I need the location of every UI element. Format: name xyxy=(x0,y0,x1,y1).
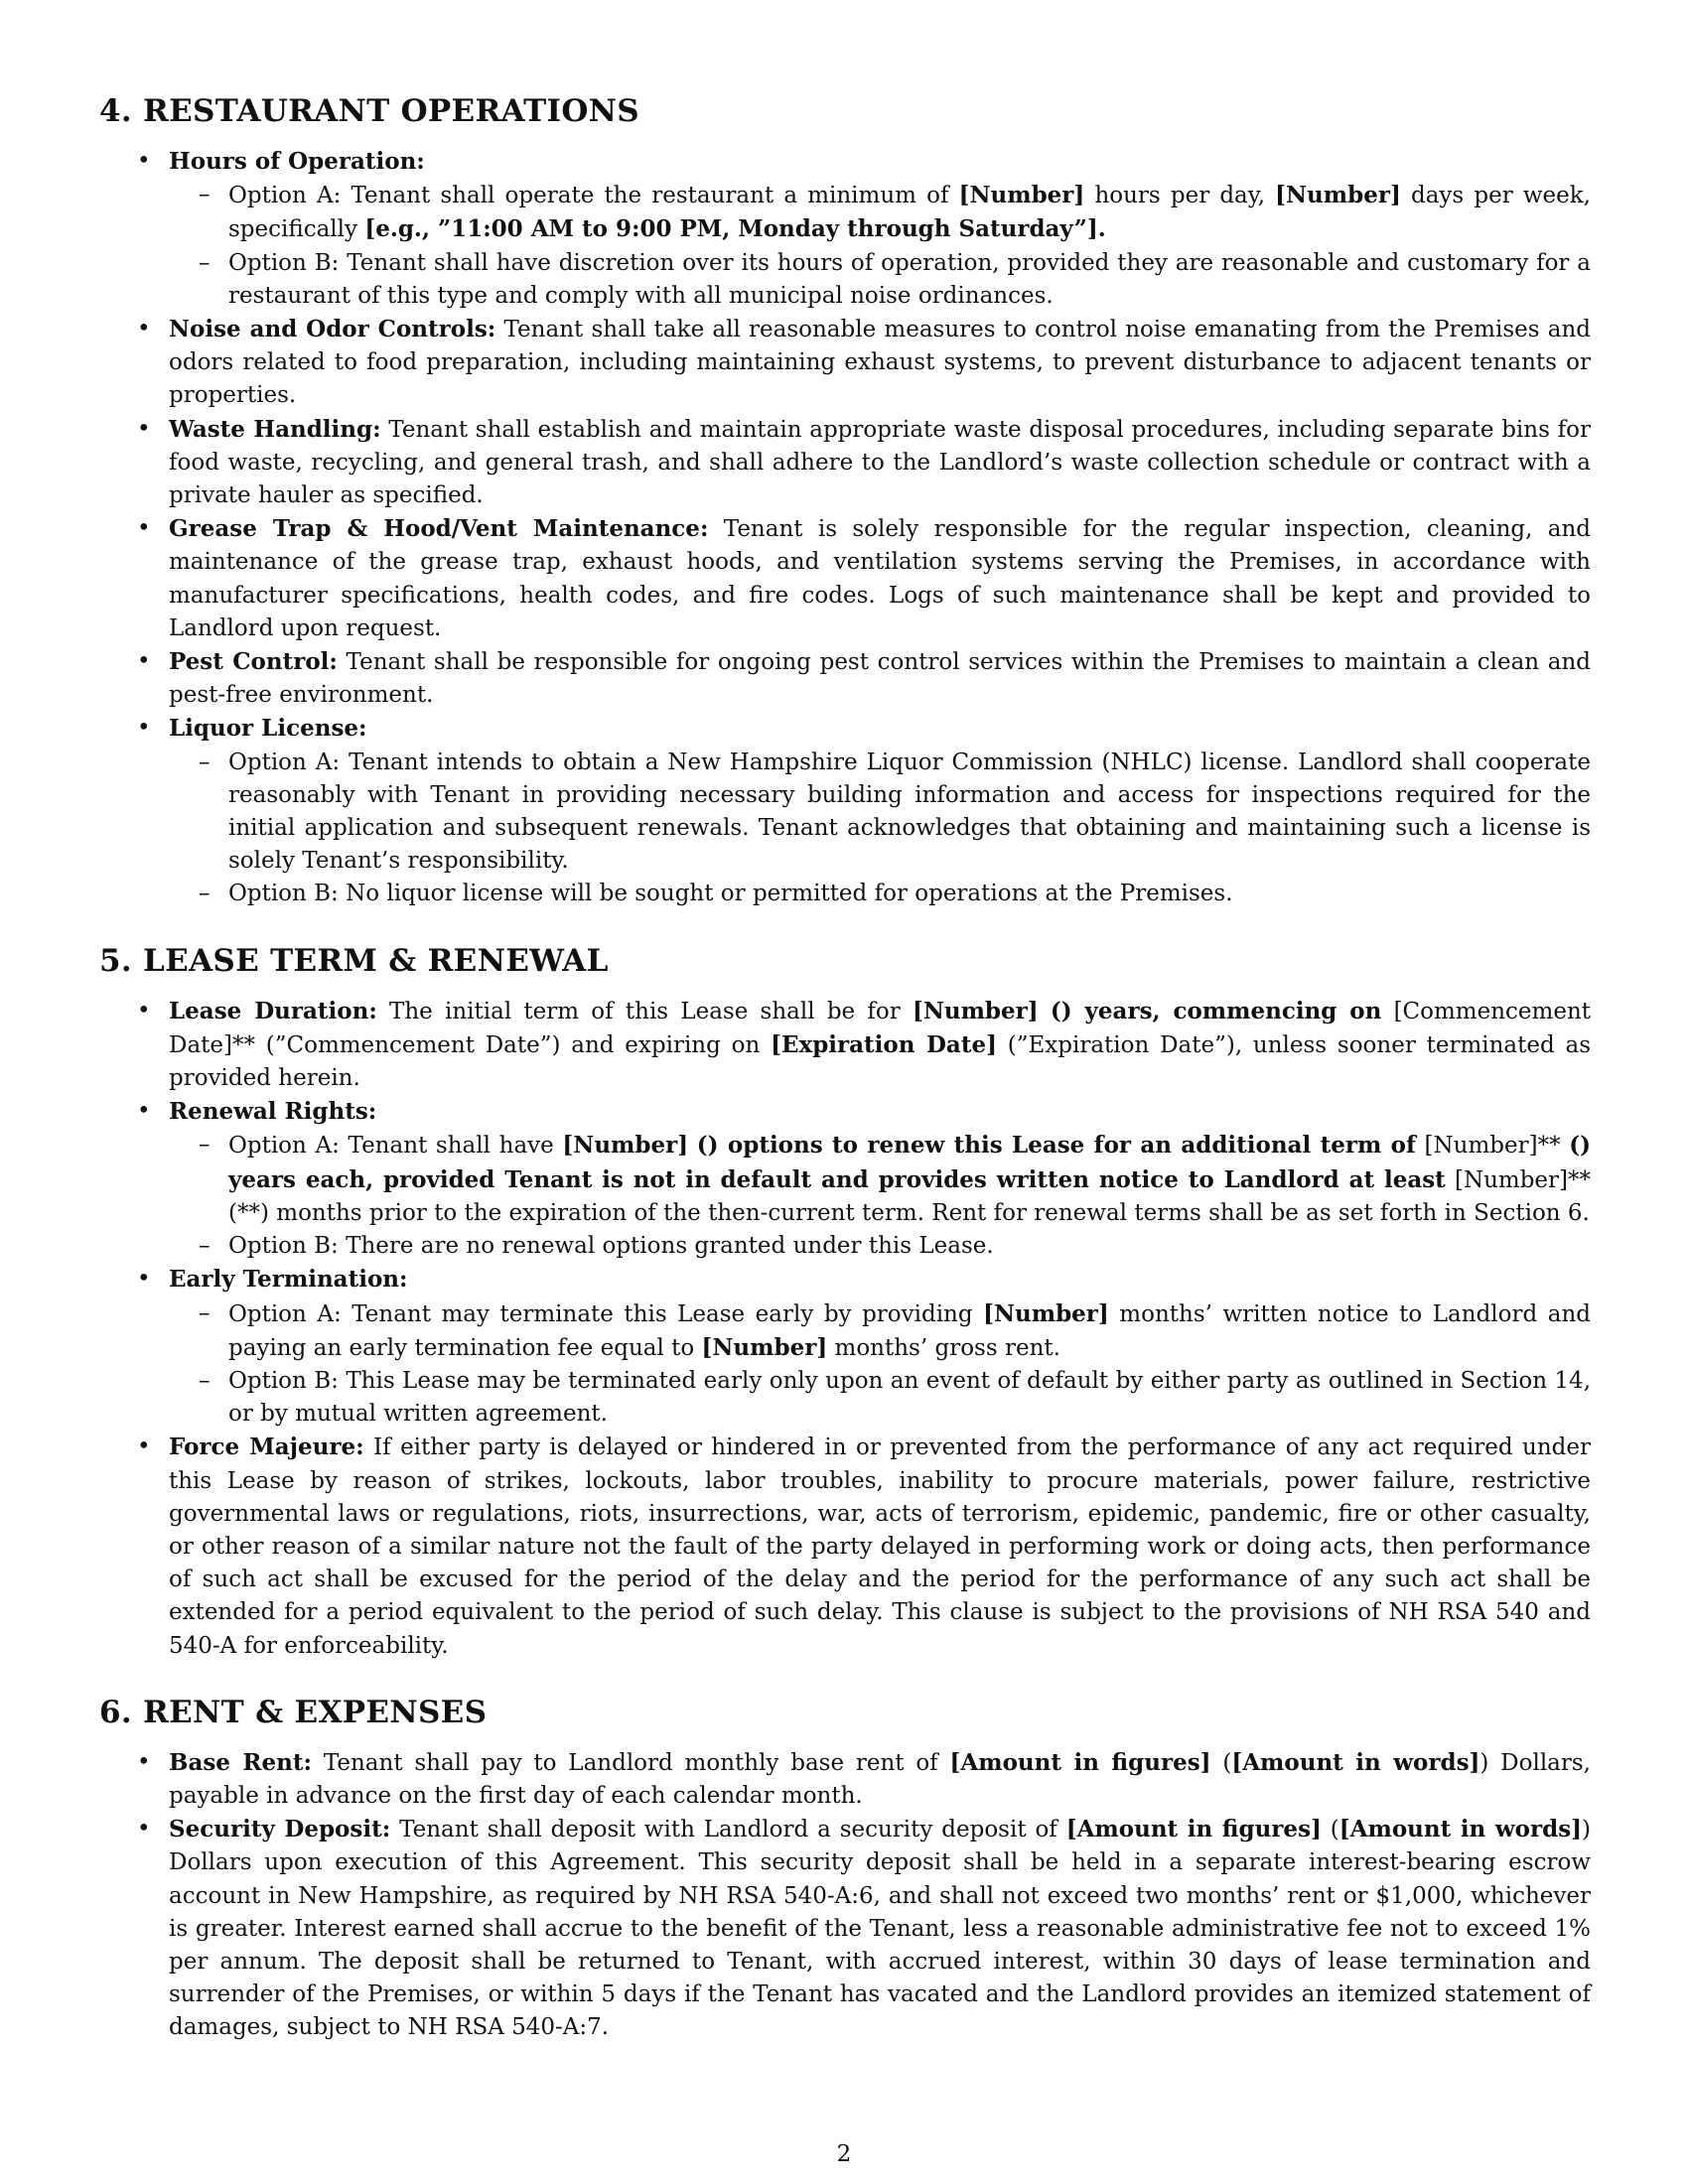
list-item xyxy=(99,512,1591,645)
text-run: hours per day, xyxy=(1084,183,1276,209)
bold-text: [Number] xyxy=(983,1299,1109,1327)
option-list xyxy=(169,1297,1591,1432)
text-run xyxy=(1039,999,1051,1024)
item-title: Renewal Rights: xyxy=(169,1098,377,1126)
section xyxy=(99,91,1591,911)
text-run: ) Dollars upon execution of this Agreement. This security deposit shall be held in a separate interest-bearing escrow account in New Hampshire, as required by NH RSA 540-A:6, and shall not exceed two months’ rent or $1,000, whichever is greater. Interest earned shall accrue to the benefit of the Tenant, less a reasonable administrative fee not to exceed 1% per annum. The deposit shall be returned to Tenant, with accrued interest, within 30 days of lease termination and surrender of the Premises, or within 5 days if the Tenant has vacated and the Landlord provides an itemized statement of damages, subject to NH RSA 540-A:7. xyxy=(169,1817,1592,2041)
text-run: The initial term of this Lease shall be for xyxy=(376,998,913,1024)
text-run: months’ written notice to Landlord and paying an early termination fee equal to xyxy=(228,1300,1591,1361)
option-item xyxy=(169,1129,1591,1230)
section-heading: 4. RESTAURANT OPERATIONS xyxy=(99,93,639,129)
text-run: ( xyxy=(1210,1749,1232,1776)
bold-text: [Number] xyxy=(562,1132,689,1160)
section xyxy=(99,941,1591,1663)
item-title: Liquor License: xyxy=(169,715,367,743)
item-title: Noise and Odor Controls: xyxy=(169,316,496,343)
text-run: Option A: Tenant intends to obtain a New Hampshire Liquor Commission (NHLC) license. Landlord shall cooperate reasonably with Tenant in providing necessary building information and access for inspections required for the initial application and subsequent renewals. Tenant acknowledges that obtaining and maintaining such a license is solely Tenant’s responsibility. xyxy=(228,749,1591,875)
text-run: ) Dollars, payable in advance on the first day of each calendar month. xyxy=(169,1749,1591,1809)
bold-text: () options to renew this Lease for an additional term of xyxy=(696,1132,1416,1160)
item-text: Tenant shall be responsible for ongoing pest control services within the Premises to maintain a clean and pest-free environment. xyxy=(169,649,1591,709)
text-run: Option A: Tenant shall have xyxy=(228,1133,563,1160)
bold-text: [Amount in words] xyxy=(1338,1816,1583,1843)
option-item xyxy=(169,1230,1591,1263)
bold-text: [Amount in figures] xyxy=(949,1748,1211,1776)
text-run: Option B: This Lease may be terminated early only upon an event of default by either party as outlined in Section 14, or by mutual written agreement. xyxy=(228,1367,1591,1428)
item-text: Tenant shall establish and maintain appropriate waste disposal procedures, including separate bins for food waste, recycling, and general trash, and shall adhere to the Landlord’s waste collection schedule or contract with a private hauler as specified. xyxy=(169,416,1591,509)
option-list xyxy=(169,747,1591,911)
text-run: Option B: Tenant shall have discretion over its hours of operation, provided they are reasonable and customary for a restaurant of this type and comply with all municipal noise ordinances. xyxy=(228,249,1591,309)
item-title: Early Termination: xyxy=(169,1266,408,1294)
item-title: Grease Trap & Hood/Vent Maintenance: xyxy=(169,515,709,543)
section-heading: 5. LEASE TERM & RENEWAL xyxy=(99,942,609,979)
bold-text: [Amount in figures] xyxy=(1065,1816,1322,1843)
item-title: Lease Duration: xyxy=(169,997,377,1024)
option-item xyxy=(169,1297,1591,1365)
text-run: (”Expiration Date”), unless sooner terminated as provided herein. xyxy=(169,1031,1592,1092)
item-title: Base Rent: xyxy=(169,1748,313,1776)
text-run: [Commencement Date]** (”Commencement Date”) and expiring on xyxy=(169,998,1592,1058)
list-item xyxy=(99,712,1591,910)
text-run: Option A: Tenant shall operate the restaurant a minimum of xyxy=(228,183,959,209)
bullet-list xyxy=(99,1746,1591,2045)
page-number: 2 xyxy=(836,2141,852,2167)
list-item xyxy=(99,1431,1591,1662)
list-item xyxy=(99,413,1591,513)
item-title: Pest Control: xyxy=(169,648,338,676)
option-list xyxy=(169,1129,1591,1263)
text-run: Option A: Tenant may terminate this Lease early by providing xyxy=(228,1300,984,1327)
text-run: Tenant shall deposit with Landlord a security deposit of xyxy=(390,1817,1066,1843)
bold-text: [Number] xyxy=(958,182,1085,209)
bold-text: [Expiration Date] xyxy=(771,1030,997,1058)
text-run: days per week, specifically xyxy=(228,183,1591,243)
list-item xyxy=(99,1095,1591,1263)
item-title: Security Deposit: xyxy=(169,1816,391,1843)
list-item xyxy=(99,1813,1591,2044)
bold-text: [e.g., ”11:00 AM to 9:00 PM, Monday through Saturday”]. xyxy=(364,215,1106,243)
list-item xyxy=(99,645,1591,712)
text-run: months’ gross rent. xyxy=(827,1334,1060,1361)
text-run: ( xyxy=(1321,1817,1339,1843)
option-item xyxy=(169,247,1591,313)
bold-text: [Amount in words] xyxy=(1231,1748,1480,1776)
text-run: Tenant shall pay to Landlord monthly base rent of xyxy=(312,1749,950,1776)
document-page xyxy=(99,91,1591,2075)
item-text: Tenant is solely responsible for the regular inspection, cleaning, and maintenance of the grease trap, exhaust hoods, and ventilation systems serving the Premises, in accordance with manufacturer specifications, health codes, and fire codes. Logs of such maintenance shall be kept and provided to Landlord upon request. xyxy=(169,516,1591,641)
option-item xyxy=(169,878,1591,910)
bold-text: [Number] xyxy=(1275,182,1401,209)
bold-text: () years each, provided Tenant is not in default and provides written notice to Landlord at least xyxy=(228,1132,1591,1193)
option-item xyxy=(169,1365,1591,1431)
bold-text: [Number] xyxy=(912,997,1039,1024)
bullet-list xyxy=(99,995,1591,1663)
option-list xyxy=(169,179,1591,313)
bold-text: [Number] xyxy=(701,1333,828,1361)
item-text: Tenant shall take all reasonable measures to control noise emanating from the Premises and odors related to food preparation, including maintaining exhaust systems, to prevent disturbance to adjacent tenants or properties. xyxy=(169,317,1591,409)
list-item xyxy=(99,1746,1591,1813)
section xyxy=(99,1693,1591,2045)
text-run: [Number]** xyxy=(1415,1133,1570,1160)
item-title: Waste Handling: xyxy=(169,415,381,443)
section-heading: 6. RENT & EXPENSES xyxy=(99,1694,488,1730)
item-title: Hours of Operation: xyxy=(169,148,425,175)
text-run: Option B: There are no renewal options granted under this Lease. xyxy=(228,1233,994,1260)
option-item xyxy=(169,747,1591,879)
option-item xyxy=(169,179,1591,246)
text-run xyxy=(688,1133,697,1159)
text-run: Option B: No liquor license will be sought or permitted for operations at the Premises. xyxy=(228,881,1233,907)
list-item xyxy=(99,1263,1591,1431)
bold-text: () years, commencing on xyxy=(1050,997,1382,1024)
bullet-list xyxy=(99,145,1591,911)
list-item xyxy=(99,313,1591,413)
item-title: Force Majeure: xyxy=(169,1433,364,1461)
list-item xyxy=(99,995,1591,1096)
list-item xyxy=(99,145,1591,313)
text-run: [Number]** (**) months prior to the expiration of the then-current term. Rent for renewal terms shall be as set forth in Section 6. xyxy=(228,1166,1591,1226)
item-text: If either party is delayed or hindered in or prevented from the performance of any act required under this Lease by reason of strikes, lockouts, labor troubles, inability to procure materials, power failure, restrictive governmental laws or regulations, riots, insurrections, war, acts of terrorism, epidemic, pandemic, fire or other casualty, or other reason of a similar nature not the fault of the party delayed in performing work or doing acts, then performance of such act shall be excused for the period of the delay and the period for the performance of any such act shall be extended for a period equivalent to the period of such delay. This clause is subject to the provisions of NH RSA 540 and 540-A for enforceability. xyxy=(169,1434,1591,1659)
